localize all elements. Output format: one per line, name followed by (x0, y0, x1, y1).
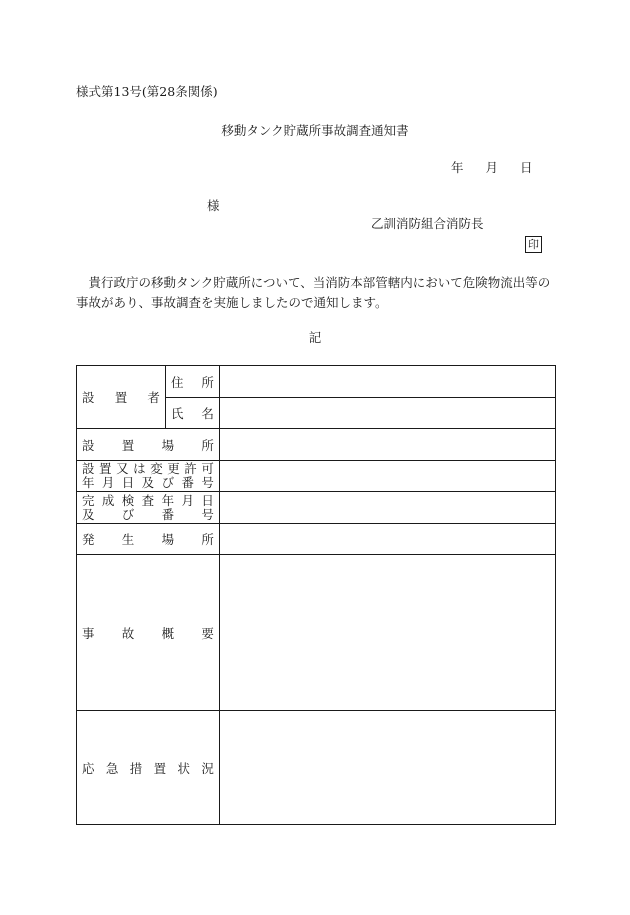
label-char: 所 (201, 374, 214, 390)
inspection-label-line1 (82, 494, 214, 508)
emergency-measures-label (82, 759, 214, 777)
accident-summary-field[interactable] (219, 555, 555, 711)
date-day: 日 (520, 160, 533, 175)
address-field[interactable] (219, 366, 555, 398)
label-char: 号 (201, 506, 214, 522)
label-char: 急 (105, 760, 119, 776)
label-char: 更 (167, 461, 180, 476)
label-char: 事 (82, 625, 95, 641)
label-char: 置 (121, 437, 135, 453)
seal-mark: 印 (525, 236, 542, 253)
name-field[interactable] (219, 398, 555, 429)
permit-field[interactable] (219, 461, 555, 492)
label-char: 許 (184, 461, 197, 476)
label-char: 設 (82, 437, 95, 453)
address-label (171, 373, 214, 391)
body-text: 貴行政庁の移動タンク貯蔵所について、当消防本部管轄内において危険物流出等の事故があり、事故調査を実施しましたので通知します。 (76, 275, 551, 310)
table-row (77, 711, 556, 825)
label-char: 者 (147, 390, 160, 405)
label-char: 日 (201, 492, 214, 508)
emergency-measures-field[interactable] (219, 711, 555, 825)
label-char: 番 (181, 475, 194, 490)
install-location-label-cell (77, 429, 220, 461)
inspection-label-cell (77, 492, 220, 524)
label-char: 設 (82, 390, 95, 405)
label-char: 要 (201, 625, 214, 641)
label-char: 年 (161, 492, 175, 508)
label-char: 月 (101, 475, 115, 490)
label-char: 番 (161, 506, 175, 522)
label-char: 氏 (170, 406, 184, 421)
label-char: 名 (201, 406, 214, 421)
label-char: 住 (170, 374, 184, 390)
occurrence-location-field[interactable] (219, 524, 555, 555)
document-title: 移動タンク貯蔵所事故調査通知書 (221, 123, 409, 138)
install-location-label (82, 436, 214, 454)
addressee-suffix: 様 (207, 198, 220, 213)
label-char: は (133, 461, 146, 476)
label-char: 査 (141, 492, 155, 508)
form-number: 様式第13号(第28条関係) (76, 84, 218, 99)
inspection-label-line2 (82, 508, 214, 522)
name-label-cell (165, 398, 219, 429)
label-char: 完 (82, 492, 95, 508)
emergency-measures-label-cell (77, 711, 220, 825)
label-char: 生 (121, 532, 135, 547)
label-char: び (161, 475, 175, 490)
label-char: 場 (161, 532, 175, 547)
installer-label-cell (77, 366, 166, 429)
permit-label-line1 (82, 462, 214, 476)
label-char: 日 (121, 475, 135, 490)
label-char: 号 (201, 475, 214, 490)
label-char: 月 (181, 492, 194, 508)
label-char: び (121, 506, 135, 522)
table-row (77, 492, 556, 524)
address-label-cell (165, 366, 219, 398)
label-char: 措 (129, 760, 143, 776)
sender: 乙訓消防組合消防長 (371, 216, 484, 231)
install-location-field[interactable] (219, 429, 555, 461)
label-char: 発 (82, 532, 95, 547)
label-char: 置 (99, 461, 112, 476)
date-year: 年 (451, 160, 464, 175)
table-row (77, 524, 556, 555)
label-char: 設 (82, 461, 95, 476)
date-month: 月 (485, 160, 499, 175)
label-char: 場 (161, 437, 175, 453)
accident-summary-label-cell (77, 555, 220, 711)
occurrence-location-label-cell (77, 524, 220, 555)
permit-label-cell (77, 461, 220, 492)
label-char: 又 (116, 461, 129, 476)
label-char: 置 (153, 760, 167, 776)
form-table (76, 365, 556, 825)
label-char: 検 (121, 492, 135, 508)
label-char: 状 (177, 760, 191, 776)
label-char: 置 (114, 390, 128, 405)
label-char: 況 (201, 760, 214, 776)
label-char: 及 (82, 506, 95, 522)
label-char: 年 (82, 475, 95, 490)
occurrence-location-label (82, 530, 214, 548)
inspection-field[interactable] (219, 492, 555, 524)
installer-label (82, 388, 160, 406)
label-char: 故 (121, 625, 135, 641)
table-row (77, 461, 556, 492)
ki-heading: 記 (308, 330, 322, 345)
table-row (77, 555, 556, 711)
label-char: 可 (201, 461, 214, 476)
label-char: 所 (201, 437, 214, 453)
table-row (77, 366, 556, 398)
table-row (77, 429, 556, 461)
accident-summary-label (82, 624, 214, 642)
label-char: 及 (141, 475, 155, 490)
permit-label-line2 (82, 476, 214, 490)
label-char: 所 (201, 532, 214, 547)
label-char: 変 (150, 461, 163, 476)
label-char: 概 (161, 625, 175, 641)
name-label (171, 404, 214, 422)
label-char: 応 (82, 760, 95, 776)
label-char: 成 (101, 492, 115, 508)
date-line (451, 160, 533, 176)
